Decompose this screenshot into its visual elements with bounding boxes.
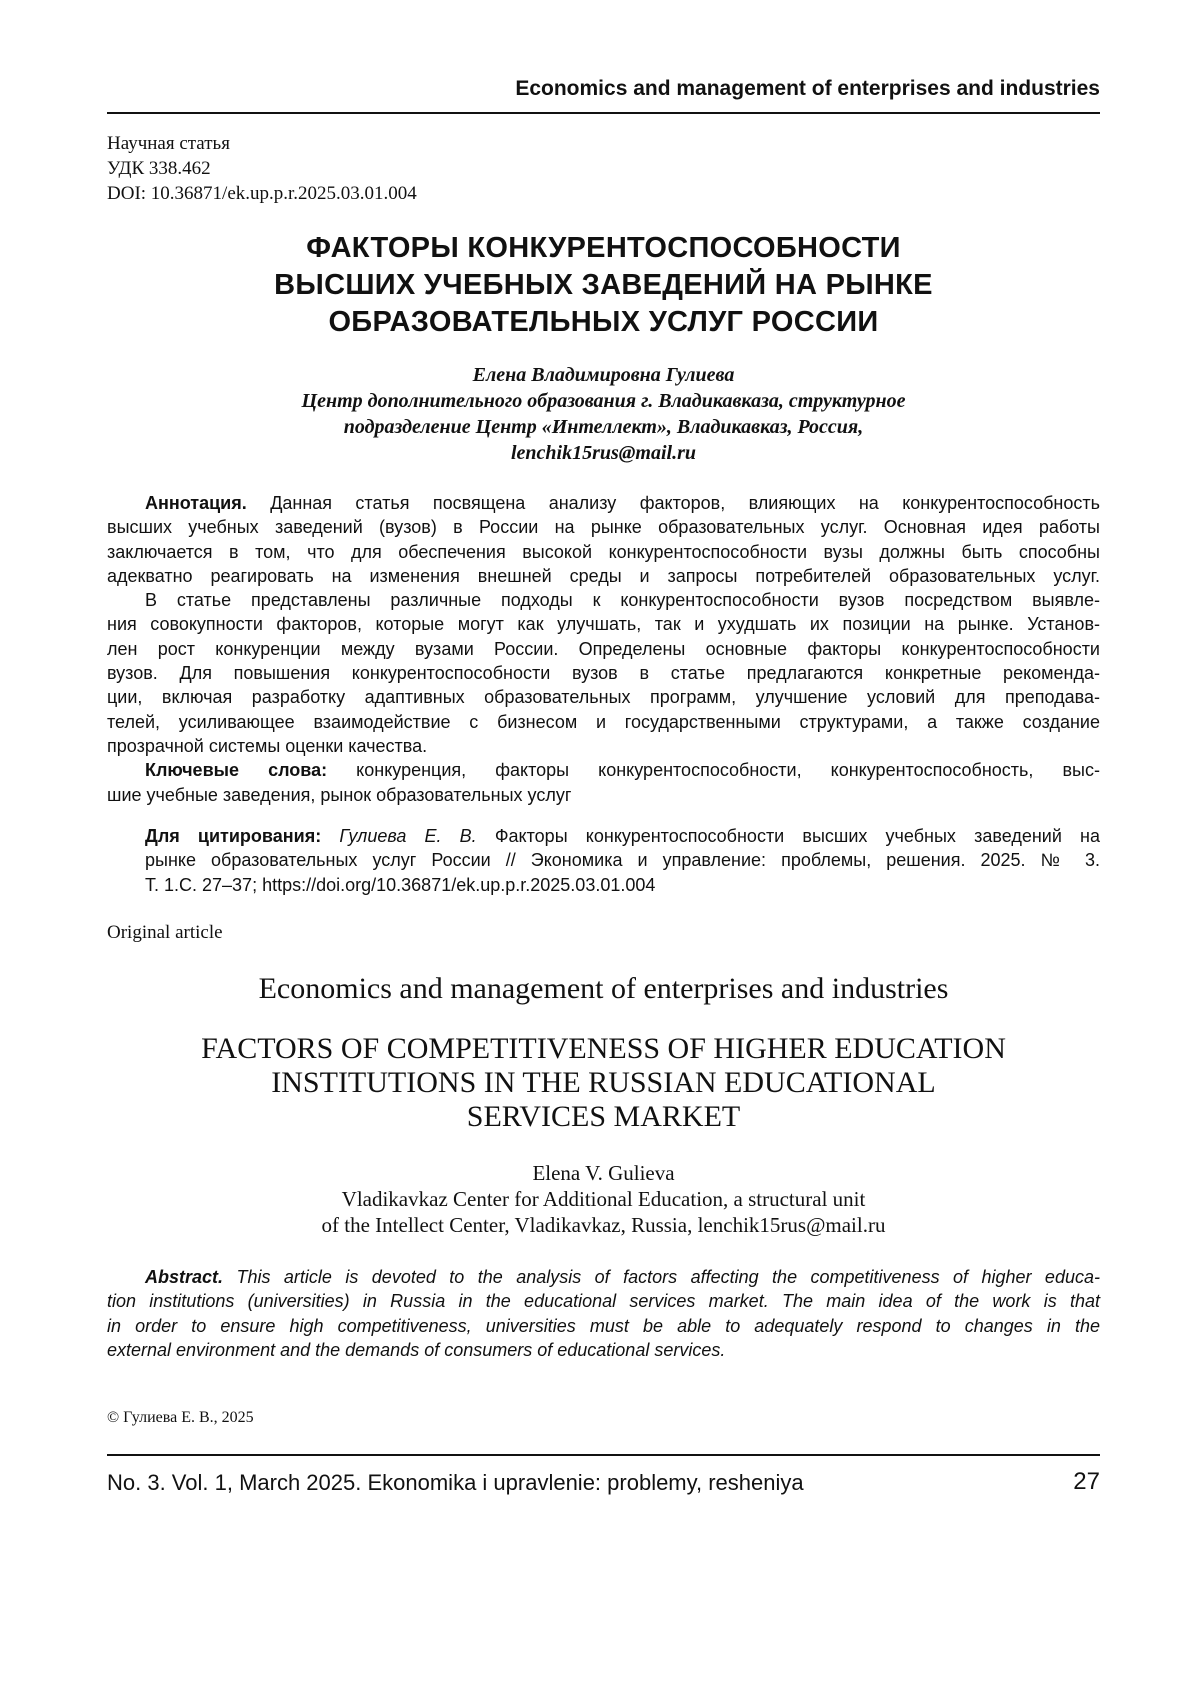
abstract-line: заключается в том, что для обеспечения высокой конкурентоспособности вузы должны быть способны <box>107 540 1100 564</box>
author-en <box>107 1160 1100 1238</box>
running-header: Economics and management of enterprises and industries <box>515 77 1100 101</box>
title-line: INSTITUTIONS IN THE RUSSIAN EDUCATIONAL <box>107 1066 1100 1100</box>
abstract-ru <box>107 491 1100 807</box>
abstract-label: Abstract. <box>145 1267 223 1287</box>
affiliation-line: Vladikavkaz Center for Additional Education, a structural unit <box>107 1186 1100 1212</box>
abstract-line <box>107 491 1100 515</box>
abstract-line: прозрачной системы оценки качества. <box>107 734 1100 758</box>
citation-label: Для цитирования: <box>145 826 321 846</box>
abstract-line: высших учебных заведений (вузов) в России на рынке образовательных услуг. Основная идея работы <box>107 515 1100 539</box>
affiliation-line: of the Intellect Center, Vladikavkaz, Russia, lenchik15rus@mail.ru <box>107 1212 1100 1238</box>
keywords-line <box>107 758 1100 782</box>
title-line: ФАКТОРЫ КОНКУРЕНТОСПОСОБНОСТИ <box>107 230 1100 267</box>
abstract-en <box>107 1265 1100 1362</box>
copyright: © Гулиева Е. В., 2025 <box>107 1409 1100 1427</box>
abstract-line: телей, усиливающее взаимодействие с бизнесом и государственными структурами, а также создание <box>107 710 1100 734</box>
abstract-line: tion institutions (universities) in Russia in the educational services market. The main idea of the work is that <box>107 1289 1100 1313</box>
abstract-line: external environment and the demands of consumers of educational services. <box>107 1338 1100 1362</box>
author-name: Елена Владимировна Гулиева <box>107 362 1100 388</box>
keywords-label: Ключевые слова: <box>145 760 327 780</box>
author-email: lenchik15rus@mail.ru <box>107 440 1100 466</box>
footer-journal: No. 3. Vol. 1, March 2025. Ekonomika i upravlenie: problemy, resheniya <box>107 1470 804 1496</box>
original-article: Original article <box>107 922 1100 944</box>
affiliation-line: Центр дополнительного образования г. Владикавказа, структурное <box>107 388 1100 414</box>
author-name: Elena V. Gulieva <box>107 1160 1100 1186</box>
article-type: Научная статья <box>107 131 1100 156</box>
abstract-label: Аннотация. <box>145 493 247 513</box>
citation-line <box>107 824 1100 848</box>
title-line: FACTORS OF COMPETITIVENESS OF HIGHER EDUCATION <box>107 1032 1100 1066</box>
citation-line: Т. 1.С. 27–37; https://doi.org/10.36871/ek.up.p.r.2025.03.01.004 <box>107 873 1100 897</box>
title-line: ВЫСШИХ УЧЕБНЫХ ЗАВЕДЕНИЙ НА РЫНКЕ <box>107 267 1100 304</box>
abstract-line: лен рост конкуренции между вузами России. Определены основные факторы конкурентоспособности <box>107 637 1100 661</box>
title-ru <box>107 230 1100 341</box>
section-en: Economics and management of enterprises and industries <box>107 972 1100 1006</box>
abstract-line: вузов. Для повышения конкурентоспособности вузов в статье предлагаются конкретные рекоменда- <box>107 661 1100 685</box>
abstract-line: ции, включая разработку адаптивных образовательных программ, улучшение условий для преподава- <box>107 685 1100 709</box>
title-line: SERVICES MARKET <box>107 1100 1100 1134</box>
article-meta <box>107 131 1100 206</box>
text: конкуренция, факторы конкурентоспособности, конкурентоспособность, выс- <box>356 760 1100 780</box>
footer-rule <box>107 1454 1100 1456</box>
doi: DOI: 10.36871/ek.up.p.r.2025.03.01.004 <box>107 181 1100 206</box>
citation-author: Гулиева Е. В. <box>339 826 476 846</box>
text: Факторы конкурентоспособности высших учебных заведений на <box>495 826 1100 846</box>
text: This article is devoted to the analysis of factors affecting the competitiveness of higher educa- <box>236 1267 1100 1287</box>
text: Данная статья посвящена анализу факторов, влияющих на конкурентоспособность <box>270 493 1100 513</box>
abstract-line: in order to ensure high competitiveness, universities must be able to adequately respond to changes in the <box>107 1314 1100 1338</box>
abstract-line: В статье представлены различные подходы к конкурентоспособности вузов посредством выявле- <box>107 588 1100 612</box>
abstract-line: адекватно реагировать на изменения внешней среды и запросы потребителей образовательных услуг. <box>107 564 1100 588</box>
citation-line: рынке образовательных услуг России // Экономика и управление: проблемы, решения. 2025. № 3. <box>107 848 1100 872</box>
header-rule <box>107 112 1100 114</box>
page-number: 27 <box>1073 1468 1100 1496</box>
title-line: ОБРАЗОВАТЕЛЬНЫХ УСЛУГ РОССИИ <box>107 304 1100 341</box>
author-ru <box>107 362 1100 466</box>
affiliation-line: подразделение Центр «Интеллект», Владикавказ, Россия, <box>107 414 1100 440</box>
keywords-line: шие учебные заведения, рынок образовательных услуг <box>107 783 1100 807</box>
citation <box>107 824 1100 897</box>
abstract-line <box>107 1265 1100 1289</box>
title-en <box>107 1032 1100 1134</box>
udc: УДК 338.462 <box>107 156 1100 181</box>
abstract-line: ния совокупности факторов, которые могут как улучшать, так и ухудшать их позиции на рынке. Установ- <box>107 612 1100 636</box>
